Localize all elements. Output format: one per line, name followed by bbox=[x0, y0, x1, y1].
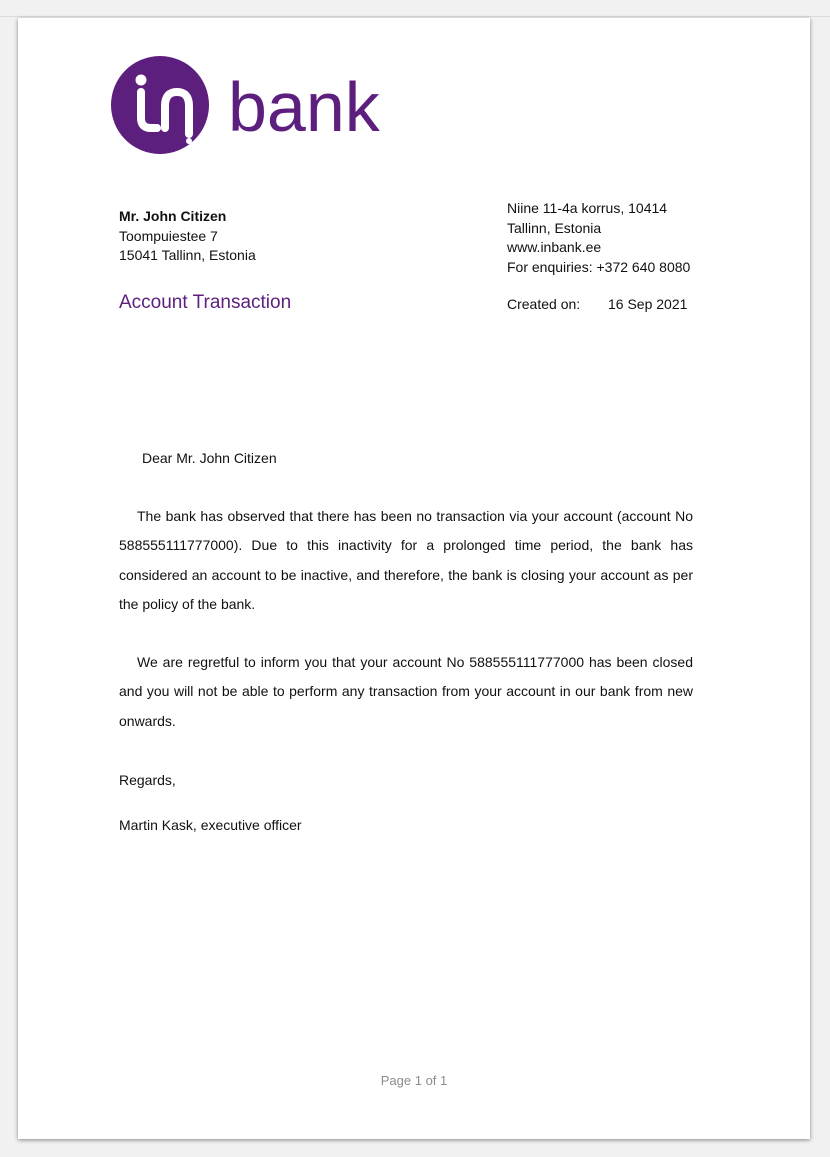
recipient-name: Mr. John Citizen bbox=[119, 208, 227, 224]
inbank-logo bbox=[110, 54, 410, 156]
bank-address-line1: Niine 11-4a korrus, 10414 bbox=[507, 200, 668, 216]
bank-website: www.inbank.ee bbox=[507, 239, 602, 255]
letter-paragraph-1: The bank has observed that there has been no transaction via your account (account No 588555111777000). Due to this inactivity for a prolonged time period, the bank has considered an account to be inactive, and therefore, the bank is closing your account as per the policy of the bank. bbox=[119, 508, 693, 612]
bank-enquiries: For enquiries: +372 640 8080 bbox=[507, 258, 691, 275]
recipient-address-line1: Toompuiestee 7 bbox=[119, 227, 218, 244]
bank-contact-info bbox=[507, 199, 690, 277]
document-page bbox=[18, 18, 810, 1139]
created-label: Created on: bbox=[507, 296, 581, 312]
closing: Regards, bbox=[119, 772, 176, 788]
viewer-top-bar bbox=[0, 0, 830, 17]
page-number: Page 1 of 1 bbox=[380, 1073, 448, 1088]
letter-paragraph-2: We are regretful to inform you that your account No 588555111777000 has been closed and you will not be able to perform any transaction from your account in our bank from new onwards. bbox=[119, 654, 693, 729]
recipient-address bbox=[119, 207, 256, 266]
salutation: Dear Mr. John Citizen bbox=[142, 450, 277, 466]
inbank-logo-icon bbox=[110, 54, 410, 156]
created-date: 16 Sep 2021 bbox=[608, 296, 688, 312]
recipient-address-line2: 15041 Tallinn, Estonia bbox=[119, 247, 256, 263]
created-on bbox=[507, 296, 687, 312]
signature: Martin Kask, executive officer bbox=[119, 817, 302, 833]
bank-address-line2: Tallinn, Estonia bbox=[507, 219, 602, 236]
document-title: Account Transaction bbox=[119, 292, 292, 313]
svg-text:bank: bank bbox=[228, 68, 380, 146]
